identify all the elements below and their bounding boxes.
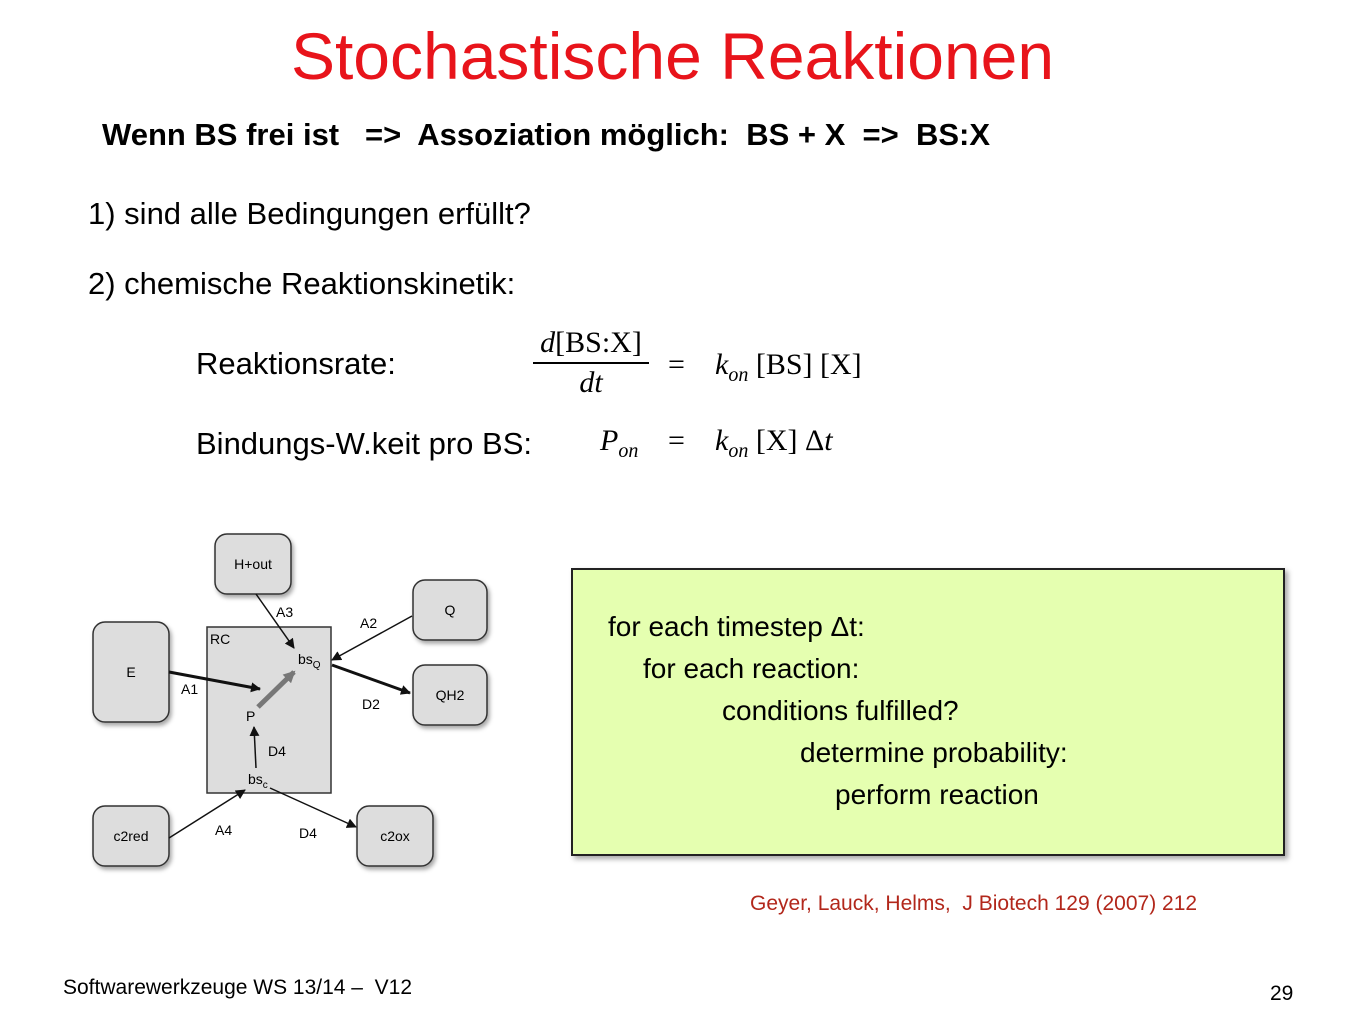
edge-a4	[169, 790, 245, 838]
rate-numerator-term: [BS:X]	[555, 326, 642, 359]
rc-label: RC	[210, 631, 231, 647]
rate-fraction	[533, 326, 649, 400]
binding-p-sub: on	[618, 440, 639, 462]
node-q	[413, 580, 487, 640]
reaction-rate-label: Reaktionsrate:	[196, 346, 396, 381]
node-e	[93, 622, 169, 722]
node-c2ox-label: c2ox	[380, 828, 410, 844]
node-hout-label: H+out	[234, 556, 272, 572]
point-conditions: 1) sind alle Bedingungen erfüllt?	[88, 196, 531, 231]
binding-k: k	[715, 424, 729, 457]
bsq-text: bs	[298, 651, 313, 667]
algorithm-line-2: for each reaction:	[643, 653, 860, 684]
rate-numerator	[533, 326, 649, 364]
rate-rhs	[715, 348, 862, 387]
binding-p: P	[600, 424, 619, 457]
point-kinetics: 2) chemische Reaktionskinetik:	[88, 266, 516, 301]
node-c2red	[93, 806, 169, 866]
node-e-label: E	[126, 664, 136, 680]
slide-title: Stochastische Reaktionen	[290, 19, 1055, 93]
edge-d2-label: D2	[362, 696, 380, 712]
edge-d4-outer-label: D4	[299, 825, 317, 841]
page-number: 29	[1270, 982, 1294, 1005]
edge-a1-label: A1	[181, 681, 199, 697]
subtitle-association: Wenn BS frei ist => Assoziation möglich: BS + X => BS:X	[102, 117, 991, 152]
binding-k-sub: on	[728, 440, 749, 462]
reaction-network-diagram	[80, 522, 510, 882]
rate-equals: =	[668, 348, 685, 381]
p-label: P	[246, 708, 256, 724]
binding-rhs-terms: [X] Δ	[748, 424, 825, 457]
algorithm-box	[571, 568, 1285, 856]
reference-citation: Geyer, Lauck, Helms, J Biotech 129 (2007) 212	[750, 892, 1198, 915]
bsc-sub: c	[262, 780, 268, 791]
node-c2ox	[357, 806, 433, 866]
binding-rhs	[715, 424, 833, 463]
edge-d4-outer	[270, 788, 356, 827]
node-q-label: Q	[444, 602, 456, 618]
binding-equals: =	[668, 424, 685, 457]
rate-denominator: dt	[579, 366, 603, 399]
edge-d2	[332, 665, 410, 693]
footer-course: Softwarewerkzeuge WS 13/14 – V12	[63, 976, 413, 999]
rate-k-sub: on	[728, 364, 749, 386]
algorithm-line-3: conditions fulfilled?	[722, 695, 959, 726]
bsq-sub: Q	[312, 660, 321, 671]
binding-lhs	[600, 424, 638, 463]
rate-d: d	[540, 326, 556, 359]
node-c2red-label: c2red	[113, 828, 149, 844]
edge-a2-label: A2	[360, 615, 378, 631]
edge-a4-label: A4	[215, 822, 233, 838]
algorithm-line-5: perform reaction	[835, 779, 1039, 810]
algorithm-line-4: determine probability:	[800, 737, 1068, 768]
edge-d4-inner-label: D4	[268, 743, 286, 759]
node-qh2	[413, 665, 487, 725]
node-qh2-label: QH2	[435, 687, 465, 703]
edge-a3-label: A3	[276, 604, 294, 620]
algorithm-line-1: for each timestep Δt:	[608, 611, 865, 642]
node-hout	[215, 534, 291, 594]
bsc-text: bs	[248, 771, 263, 787]
rate-k: k	[715, 348, 729, 381]
binding-probability-label: Bindungs-W.keit pro BS:	[196, 426, 532, 461]
binding-t: t	[824, 424, 833, 457]
rate-rhs-terms: [BS] [X]	[748, 348, 862, 381]
